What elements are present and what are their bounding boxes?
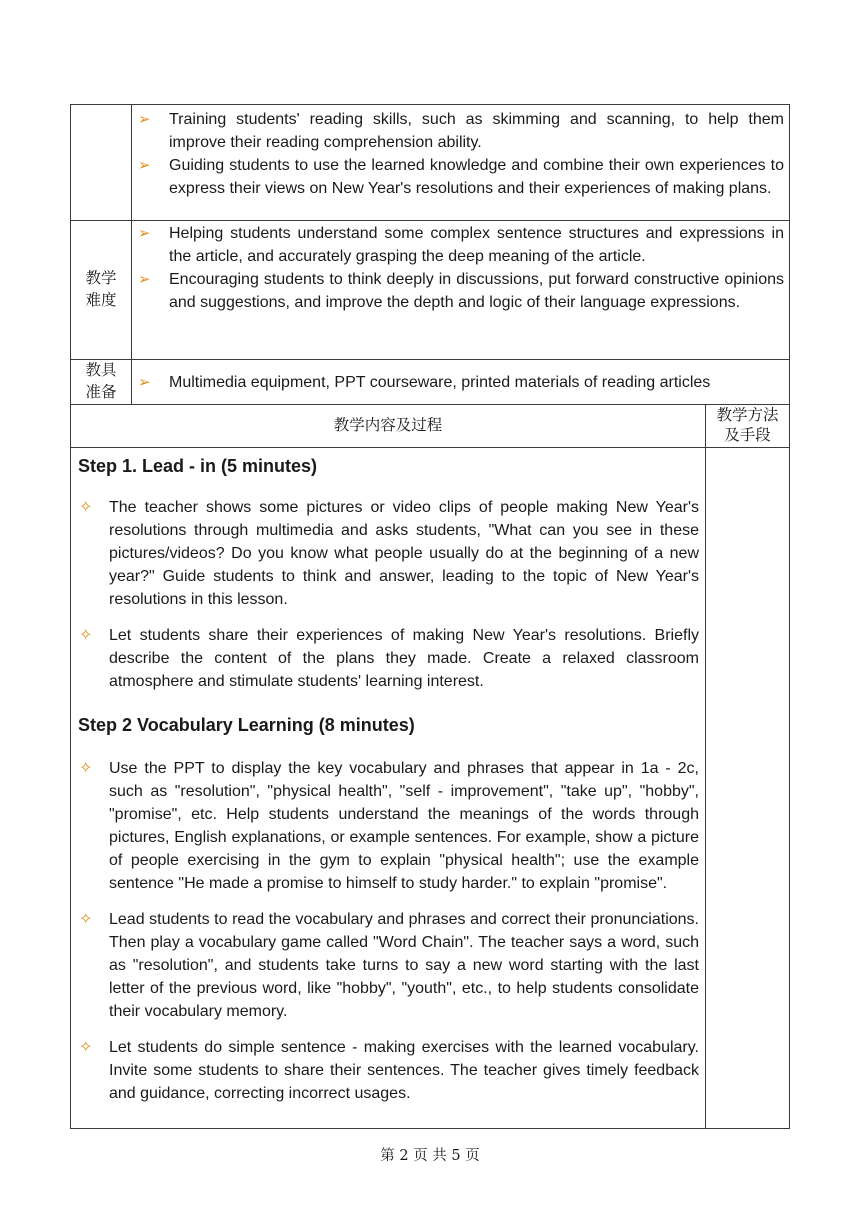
diamond-star-icon: ✧ [79,499,93,516]
objectives-label-cell [71,105,132,221]
arrow-bullet-icon: ➢ [138,271,151,288]
process-method [706,448,790,1129]
arrow-bullet-icon: ➢ [138,225,151,242]
process-content [71,448,706,1129]
difficulty-row [71,221,790,360]
list-item: ➢ Multimedia equipment, PPT courseware, printed materials of reading articles [169,371,784,394]
process-header-row [71,405,790,448]
objectives-table [70,104,790,405]
list-item: ➢ Guiding students to use the learned knowledge and combine their own experiences to express their views on New Year's resolutions and their experiences of making plans. [169,154,784,200]
step-title: Step 1. Lead - in (5 minutes) [78,456,318,476]
difficulty-content [132,221,790,360]
difficulty-label: 教学难度 [71,221,132,360]
list-item: ✧ Let students do simple sentence - making exercises with the learned vocabulary. Invite some students to share their sentences. The teacher gives timely feedback and guidance, correcting incorrect usages. [109,1036,699,1105]
step-title: Step 2 Vocabulary Learning (8 minutes) [78,715,415,735]
materials-label: 教具准备 [71,360,132,405]
arrow-bullet-icon: ➢ [138,373,151,391]
page-footer: 第 2 页 共 5 页 [380,1148,480,1164]
list-item: ➢ Helping students understand some complex sentence structures and expressions in the article, and accurately grasping the deep meaning of the article. [169,222,784,268]
diamond-star-icon: ✧ [79,911,93,928]
materials-content [132,360,790,405]
materials-row [71,360,790,405]
objectives-row [71,105,790,221]
arrow-bullet-icon: ➢ [138,157,151,174]
content-header: 教学内容及过程 [71,405,706,448]
diamond-star-icon: ✧ [79,1039,93,1056]
process-table [70,404,790,1129]
list-item: ✧ The teacher shows some pictures or video clips of people making New Year's resolutions through multimedia and asks students, "What can you see in these pictures/videos? Do you know what people usually do at the beginning of a new year?" Guide students to think and answer, leading to the topic of New Year's resolutions in this lesson. [109,496,699,611]
list-item: ➢ Encouraging students to think deeply in discussions, put forward constructive opinions and suggestions, and improve the depth and logic of their language expressions. [169,268,784,314]
arrow-bullet-icon: ➢ [138,111,151,128]
list-item: ✧ Use the PPT to display the key vocabulary and phrases that appear in 1a - 2c, such as "resolution", "physical health", "self - improvement", "take up", "hobby", "promise", etc. Help students understand the meanings of the words through pictures, English explanations, or example sentences. For example, show a picture of people exercising in the gym to explain "physical health"; use the example sentence "He made a promise to himself to study harder." to explain "promise". [109,757,699,895]
process-body-row [71,448,790,1129]
objectives-content [132,105,790,221]
diamond-star-icon: ✧ [79,627,93,644]
list-item: ✧ Let students share their experiences of making New Year's resolutions. Briefly describe the content of the plans they made. Create a relaxed classroom atmosphere and stimulate students' learning interest. [109,624,699,693]
list-item: ➢ Training students' reading skills, such as skimming and scanning, to help them improve their reading comprehension ability. [169,108,784,154]
diamond-star-icon: ✧ [79,760,93,777]
method-header: 教学方法及手段 [706,405,790,448]
list-item: ✧ Lead students to read the vocabulary and phrases and correct their pronunciations. Then play a vocabulary game called "Word Chain". The teacher says a word, such as "resolution", and students take turns to say a new word starting with the last letter of the previous word, like "hobby", "youth", etc., to help students consolidate their vocabulary memory. [109,908,699,1023]
